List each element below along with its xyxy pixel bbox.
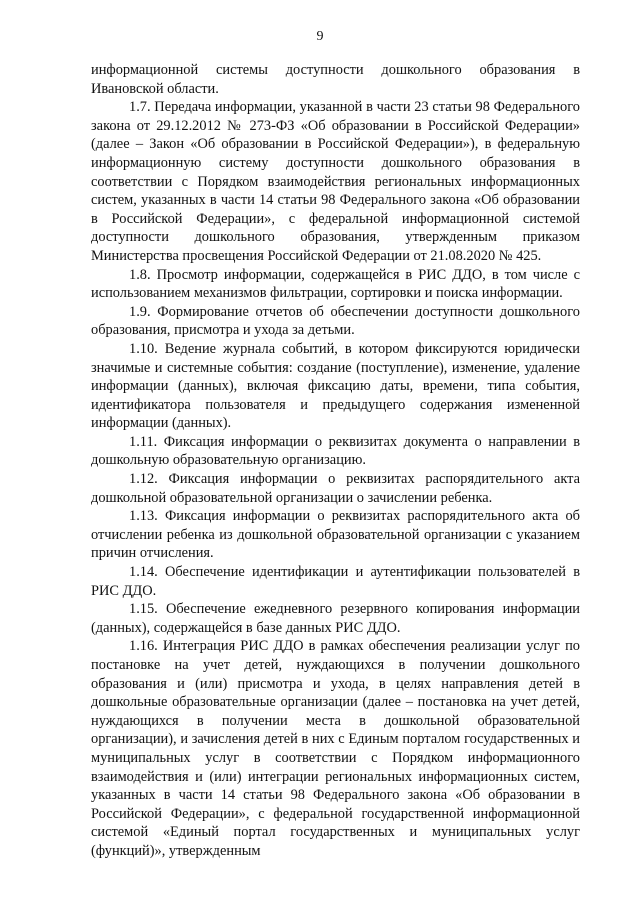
paragraph-continuation: информационной системы доступности дошкольного образования в Ивановской области.: [91, 62, 580, 97]
paragraph-1-9: 1.9. Формирование отчетов об обеспечении доступности дошкольного образования, присмотра и ухода за детьми.: [91, 303, 580, 339]
paragraph-1-16: 1.16. Интеграция РИС ДДО в рамках обеспечения реализации услуг по постановке на учет детей, нуждающихся в получении дошкольного образования и (или) присмотра и ухода, в целях направления детей в дошкольные образовательные организации (далее – постановка на учет детей, нуждающихся в получении места в дошкольной образовательной организации), и зачисления детей в них с Единым порталом государственных и муниципальных услуг в соответствии с Порядком информационного взаимодействия и (или) интеграции региональных информационных систем, указанных в части 14 статьи 98 Федерального закона «Об образовании в Российской Федерации», с федеральной государственной информационной системой «Единый портал государственных и муниципальных услуг (функций)», утвержденным: [91, 638, 580, 859]
paragraph-1-10: 1.10. Ведение журнала событий, в котором фиксируются юридически значимые и системные события: создание (поступление), изменение, удаление информации (данных), включая фиксацию даты, времени, типа события, идентификатора пользователя и предыдущего содержания измененной информации (данных).: [91, 340, 580, 432]
paragraph-1-11: 1.11. Фиксация информации о реквизитах документа о направлении в дошкольную образовательную организацию.: [91, 433, 580, 469]
paragraph-1-7: 1.7. Передача информации, указанной в части 23 статьи 98 Федерального закона от 29.12.2012 № 273-ФЗ «Об образовании в Российской Федерации» (далее – Закон «Об образовании в Российской Федерации»), в федеральную информационную систему доступности дошкольного образования в соответствии с Порядком взаимодействия региональных информационных систем, указанных в части 14 статьи 98 Федерального закона «Об образовании в Российской Федерации», с федеральной информационной системой доступности дошкольного образования, утвержденным приказом Министерства просвещения Российской Федерации от 21.08.2020 № 425.: [91, 99, 580, 264]
paragraph-1-13: 1.13. Фиксация информации о реквизитах распорядительного акта об отчислении ребенка из дошкольной образовательной организации с указанием причин отчисления.: [91, 508, 580, 562]
page-number: 9: [316, 29, 324, 44]
document-body: [91, 61, 580, 861]
paragraph-1-15: 1.15. Обеспечение ежедневного резервного копирования информации (данных), содержащейся в базе данных РИС ДДО.: [91, 601, 580, 636]
paragraph-1-14: 1.14. Обеспечение идентификации и аутентификации пользователей в РИС ДДО.: [91, 564, 580, 599]
paragraph-1-8: 1.8. Просмотр информации, содержащейся в РИС ДДО, в том числе с использованием механизмов фильтрации, сортировки и поиска информации.: [91, 266, 580, 302]
paragraph-1-12: 1.12. Фиксация информации о реквизитах распорядительного акта дошкольной образовательной организации о зачислении ребенка.: [91, 471, 580, 506]
